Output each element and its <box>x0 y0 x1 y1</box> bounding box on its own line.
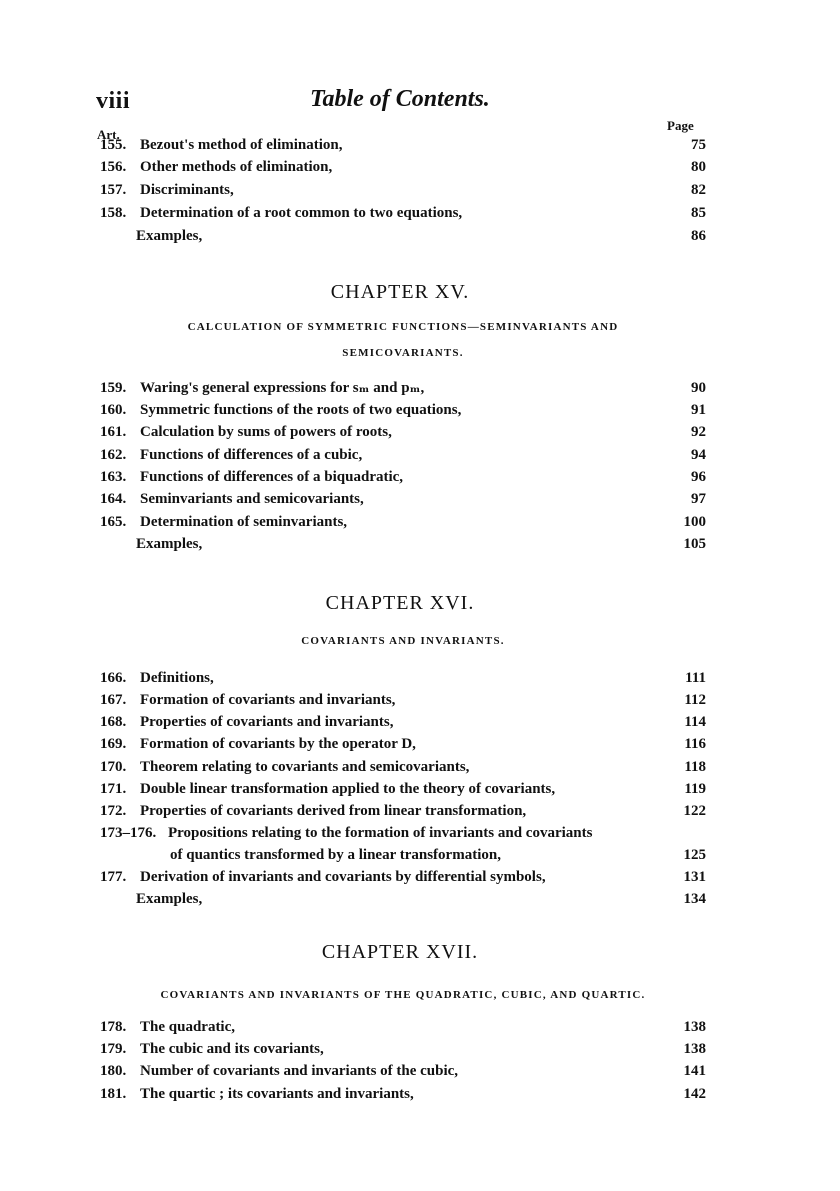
entry-title: Propositions relating to the formation of invariants and covariants <box>168 825 593 841</box>
entry-title: Calculation by sums of powers of roots, <box>140 424 392 440</box>
entry-title: Theorem relating to covariants and semicovariants, <box>140 759 470 775</box>
toc-entry <box>100 511 706 533</box>
page-number: 100 <box>683 514 706 530</box>
article-number: 163. <box>100 469 127 485</box>
article-number: 164. <box>100 491 127 507</box>
toc-entry-examples <box>100 888 706 910</box>
page-number: 97 <box>691 491 706 507</box>
page-number: 134 <box>683 891 706 907</box>
toc-entry-examples <box>100 225 706 247</box>
entry-title: of quantics transformed by a linear transformation, <box>170 847 501 863</box>
page-number: 75 <box>691 137 706 153</box>
entry-title: The quadratic, <box>140 1019 236 1035</box>
entry-title: Discriminants, <box>140 182 234 198</box>
page-number: 114 <box>684 714 706 730</box>
chapter-heading: CHAPTER XVI. <box>325 592 475 614</box>
article-number: 177. <box>100 869 127 885</box>
article-number: 158. <box>100 205 127 221</box>
page-number: 138 <box>683 1041 706 1057</box>
toc-entry <box>100 421 706 443</box>
article-number: 171. <box>100 781 127 797</box>
page-number: 111 <box>685 670 706 686</box>
toc-entry <box>100 488 706 510</box>
article-number: 173–176. <box>100 825 157 841</box>
toc-entry <box>100 1083 706 1105</box>
page-number: 119 <box>684 781 706 797</box>
entry-title: Bezout's method of elimination, <box>140 137 343 153</box>
chapter-subtitle: COVARIANTS AND INVARIANTS OF THE QUADRATIC, CUBIC, AND QUARTIC. <box>160 989 646 1001</box>
article-number: 161. <box>100 424 127 440</box>
page-column-label: Page <box>667 118 694 133</box>
entry-title: Definitions, <box>140 670 214 686</box>
entry-title: Number of covariants and invariants of the cubic, <box>140 1063 459 1079</box>
toc-entry <box>100 689 706 711</box>
toc-entry <box>100 1038 706 1060</box>
toc-entry <box>100 733 706 755</box>
page-number: 90 <box>691 380 706 396</box>
toc-entry <box>100 866 706 888</box>
page-number: 142 <box>683 1086 706 1102</box>
toc-entry <box>100 800 706 822</box>
article-number: 172. <box>100 803 127 819</box>
chapter-heading: CHAPTER XV. <box>330 281 470 303</box>
entry-title: Functions of differences of a biquadratic, <box>140 469 404 485</box>
running-head-title: Table of Contents. <box>310 86 490 112</box>
toc-entry <box>100 711 706 733</box>
entry-title: Formation of covariants and invariants, <box>140 692 396 708</box>
entry-title: Determination of seminvariants, <box>140 514 348 530</box>
toc-entry <box>100 134 706 156</box>
entry-title: Seminvariants and semicovariants, <box>140 491 364 507</box>
article-column-label: Art. <box>97 127 120 142</box>
page-number: 92 <box>691 424 706 440</box>
article-number: 170. <box>100 759 127 775</box>
toc-entry <box>100 156 706 178</box>
article-number: 181. <box>100 1086 127 1102</box>
entry-title: Functions of differences of a cubic, <box>140 447 363 463</box>
entry-title: The cubic and its covariants, <box>140 1041 324 1057</box>
entry-title: Formation of covariants by the operator D, <box>140 736 416 752</box>
page-number: 96 <box>691 469 706 485</box>
entry-title: Derivation of invariants and covariants by differential symbols, <box>140 869 546 885</box>
toc-entry <box>100 466 706 488</box>
toc-entry-examples <box>100 533 706 555</box>
article-number: 168. <box>100 714 127 730</box>
page-number: 131 <box>683 869 706 885</box>
chapter-heading: CHAPTER XVII. <box>321 941 479 963</box>
entry-title: Double linear transformation applied to the theory of covariants, <box>140 781 556 797</box>
toc-entry-continuation <box>100 844 706 866</box>
article-number: 178. <box>100 1019 127 1035</box>
article-number: 155. <box>100 137 127 153</box>
toc-entry <box>100 778 706 800</box>
chapter-subtitle: SEMICOVARIANTS. <box>342 347 464 359</box>
article-number: 156. <box>100 159 127 175</box>
article-number: 167. <box>100 692 127 708</box>
entry-title: The quartic ; its covariants and invariants, <box>140 1086 414 1102</box>
toc-entry <box>100 756 706 778</box>
chapter-subtitle: COVARIANTS AND INVARIANTS. <box>301 635 505 647</box>
page-number: 125 <box>683 847 706 863</box>
page-number: 138 <box>683 1019 706 1035</box>
toc-entry <box>100 667 706 689</box>
article-number: 166. <box>100 670 127 686</box>
page-number: 122 <box>683 803 706 819</box>
page-number: 91 <box>691 402 706 418</box>
page-number: 112 <box>684 692 706 708</box>
entry-title: Examples, <box>136 228 203 244</box>
page-number: 141 <box>683 1063 706 1079</box>
page-number: 105 <box>683 536 706 552</box>
toc-entry <box>100 822 706 844</box>
entry-title: Examples, <box>136 891 203 907</box>
entry-title: Waring's general expressions for sₘ and pₘ, <box>140 380 425 396</box>
article-number: 159. <box>100 380 127 396</box>
entry-title: Examples, <box>136 536 203 552</box>
article-number: 157. <box>100 182 127 198</box>
article-number: 180. <box>100 1063 127 1079</box>
chapter-subtitle: CALCULATION OF SYMMETRIC FUNCTIONS—SEMINVARIANTS AND <box>187 321 619 333</box>
entry-title: Symmetric functions of the roots of two equations, <box>140 402 462 418</box>
toc-entry <box>100 1060 706 1082</box>
page-number: 86 <box>691 228 706 244</box>
page-number: 94 <box>691 447 706 463</box>
entry-title: Determination of a root common to two equations, <box>140 205 463 221</box>
entry-title: Other methods of elimination, <box>140 159 333 175</box>
toc-entry <box>100 377 706 399</box>
toc-entry <box>100 179 706 201</box>
page-number: 85 <box>691 205 706 221</box>
article-number: 179. <box>100 1041 127 1057</box>
page-number: 80 <box>691 159 706 175</box>
page-number: 116 <box>684 736 706 752</box>
toc-entry <box>100 202 706 224</box>
toc-entry <box>100 1016 706 1038</box>
page-number: 118 <box>684 759 706 775</box>
article-number: 165. <box>100 514 127 530</box>
running-head-page-number: viii <box>96 88 131 114</box>
entry-title: Properties of covariants and invariants, <box>140 714 394 730</box>
article-number: 162. <box>100 447 127 463</box>
toc-entry <box>100 399 706 421</box>
article-number: 160. <box>100 402 127 418</box>
toc-entry <box>100 444 706 466</box>
article-number: 169. <box>100 736 127 752</box>
page-number: 82 <box>691 182 706 198</box>
entry-title: Properties of covariants derived from linear transformation, <box>140 803 527 819</box>
